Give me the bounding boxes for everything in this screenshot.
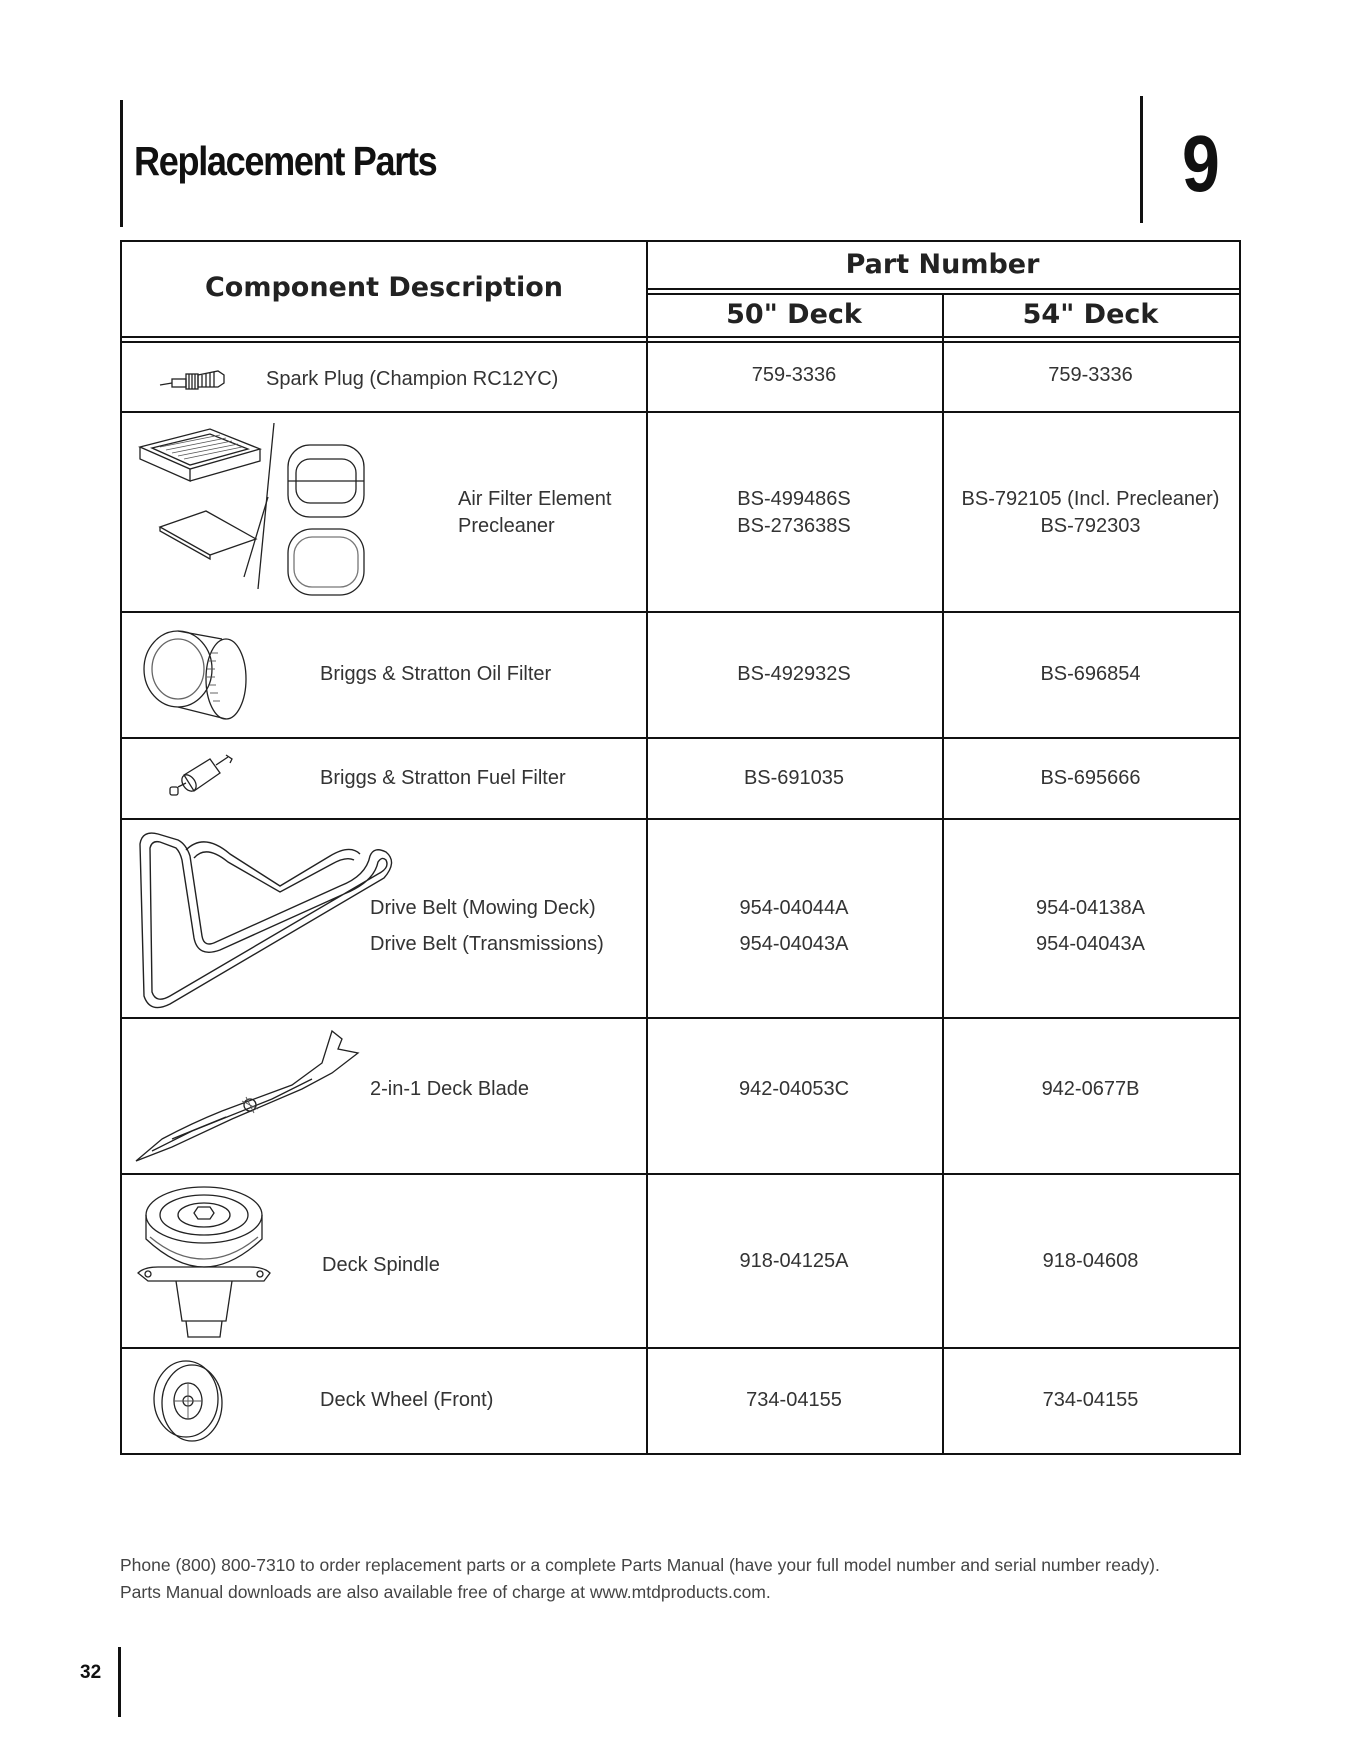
description: Air Filter Element xyxy=(458,488,612,510)
description: Briggs & Stratton Fuel Filter xyxy=(320,767,566,789)
description: Drive Belt (Mowing Deck) xyxy=(370,897,596,919)
deck-wheel-icon xyxy=(146,1355,236,1447)
part-number-54-line2: 954-04043A xyxy=(1036,933,1145,955)
table-row xyxy=(122,613,1239,737)
part-number-50: 942-04053C xyxy=(738,1078,850,1100)
footer-line-1: Phone (800) 800-7310 to order replacement parts or a complete Parts Manual (have your full model number and serial number ready). xyxy=(120,1555,1160,1575)
chapter-number: 9 xyxy=(1182,119,1220,208)
header-50-deck: 50" Deck xyxy=(726,299,862,330)
table-row xyxy=(122,820,1239,1017)
part-number-50: BS-492932S xyxy=(737,663,851,685)
part-number-54-line2: BS-792303 xyxy=(1040,515,1141,537)
table-row xyxy=(122,1175,1239,1347)
part-number-50: BS-691035 xyxy=(743,767,845,789)
part-number-50: 759-3336 xyxy=(751,364,837,386)
page-number: 32 xyxy=(80,1662,102,1683)
table-row xyxy=(122,343,1239,411)
deck-spindle-icon xyxy=(136,1181,276,1343)
description-line2: Drive Belt (Transmissions) xyxy=(370,933,604,955)
part-number-54: BS-695666 xyxy=(1040,767,1141,789)
table-row xyxy=(122,1349,1239,1453)
table-row xyxy=(122,1019,1239,1173)
oil-filter-icon xyxy=(136,619,256,731)
title-rule xyxy=(120,100,123,227)
part-number-50: 954-04044A xyxy=(739,897,849,919)
part-number-50-line2: BS-273638S xyxy=(737,515,851,537)
parts-table xyxy=(120,240,1241,1455)
part-number-underline xyxy=(646,288,1239,290)
header-54-deck: 54" Deck xyxy=(1022,299,1159,330)
part-number-54: BS-696854 xyxy=(1040,663,1141,685)
footer-line-2: Parts Manual downloads are also available free of charge at www.mtdproducts.com. xyxy=(120,1582,771,1602)
part-number-50: 734-04155 xyxy=(746,1389,842,1411)
part-number-50: BS-499486S xyxy=(737,488,851,510)
description: Briggs & Stratton Oil Filter xyxy=(320,663,552,685)
part-number-50-line2: 954-04043A xyxy=(739,933,849,955)
part-number-54: 954-04138A xyxy=(1036,897,1145,919)
page-title: Replacement Parts xyxy=(134,138,437,184)
fuel-filter-icon xyxy=(166,751,236,805)
description: 2-in-1 Deck Blade xyxy=(370,1078,529,1100)
deck-blade-icon xyxy=(132,1023,372,1167)
header-component-description: Component Description xyxy=(204,272,564,303)
footer-note xyxy=(120,1552,1160,1606)
spark-plug-icon xyxy=(158,363,228,393)
chapter-rule xyxy=(1140,96,1143,223)
part-number-54: 942-0677B xyxy=(1041,1078,1140,1100)
part-number-50: 918-04125A xyxy=(739,1250,849,1272)
description: Spark Plug (Champion RC12YC) xyxy=(266,368,559,390)
table-row xyxy=(122,739,1239,818)
air-filter-icon xyxy=(130,417,430,609)
part-number-54: 918-04608 xyxy=(1042,1250,1139,1272)
header-divider xyxy=(122,336,1239,338)
page-number-rule xyxy=(118,1647,121,1717)
header-part-number: Part Number xyxy=(845,249,1040,280)
part-number-54: 734-04155 xyxy=(1042,1389,1139,1411)
part-number-54: BS-792105 (Incl. Precleaner) xyxy=(961,488,1220,510)
table-row xyxy=(122,413,1239,611)
description: Deck Spindle xyxy=(322,1254,440,1276)
description: Deck Wheel (Front) xyxy=(320,1389,494,1411)
part-number-54: 759-3336 xyxy=(1048,364,1133,386)
description-line2: Precleaner xyxy=(458,515,555,537)
